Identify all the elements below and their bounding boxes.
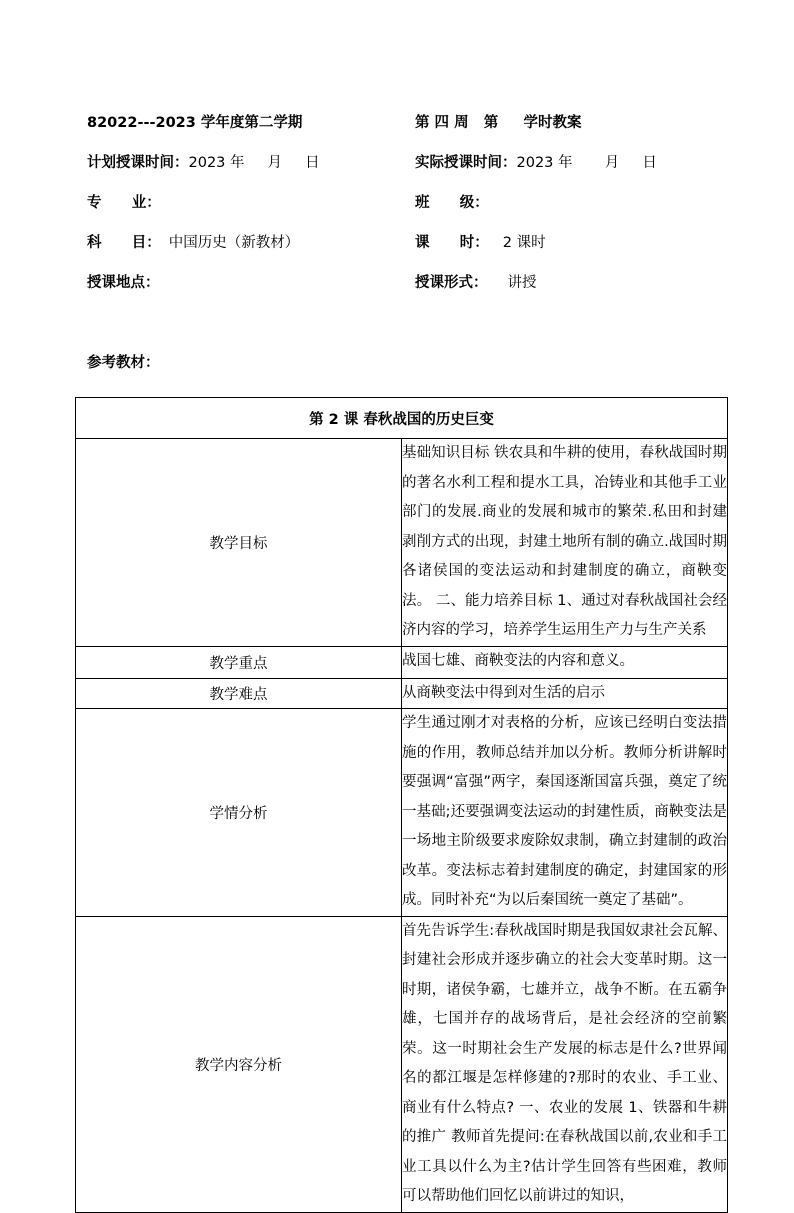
hours-label: 课 时： (415, 235, 489, 251)
table-row (76, 916, 728, 1212)
week-heading: 第 四 周 第 学时教案 (415, 115, 582, 131)
class-label: 班 级： (415, 195, 489, 211)
reference-label: 参考教材： (87, 355, 160, 371)
row-content-objectives: 基础知识目标 铁农具和牛耕的使用，春秋战国时期的著名水利工程和提水工具，冶铸业和其他手工业部门的发展.商业的发展和城市的繁荣.私田和封建剥削方式的出现，封建土地所有制的确立.战国时期各诸侯国的变法运动和封建制度的确立，商鞅变法。 二、能力培养目标 1、通过对春秋战国社会经济内容的学习，培养学生运用生产力与生产关系 (402, 439, 728, 647)
row-label-content-analysis: 教学内容分析 (76, 916, 402, 1212)
row-content-difficulties: 从商鞅变法中得到对生活的启示 (402, 678, 728, 709)
hours-value: 2 课时 (502, 235, 546, 251)
row-label-student-analysis: 学情分析 (76, 709, 402, 917)
table-row (76, 678, 728, 709)
table-row (76, 646, 728, 678)
table-row (76, 439, 728, 647)
major-label: 专 业： (87, 195, 161, 211)
actual-time-value: 2023 年 月 日 (516, 155, 657, 171)
subject-value: 中国历史（新教材） (168, 235, 300, 251)
planned-time (87, 153, 320, 173)
form-value: 讲授 (507, 275, 537, 291)
row-content-student-analysis: 学生通过刚才对表格的分析，应该已经明白变法措施的作用，教师总结并加以分析。教师分析讲解时要强调“富强”两字，秦国逐渐国富兵强，奠定了统一基础;还要强调变法运动的封建性质，商鞅变法是一场地主阶级要求废除奴隶制，确立封建制的政治改革。变法标志着封建制度的确定，封建国家的形成。同时补充“为以后秦国统一奠定了基础”。 (402, 709, 728, 917)
row-content-content-analysis: 首先告诉学生:春秋战国时期是我国奴隶社会瓦解、封建社会形成并逐步确立的社会大变革时期。这一时期，诸侯争霸，七雄并立，战争不断。在五霸争雄，七国并存的战场背后，是社会经济的空前繁荣。这一时期社会生产发展的标志是什么?世界闻名的都江堰是怎样修建的?那时的农业、手工业、商业有什么特点? 一、农业的发展 1、铁器和牛耕的推广 教师首先提问:在春秋战国以前,农业和手工业工具以什么为主?估计学生回答有些困难，教师可以帮助他们回忆以前讲过的知识， (402, 916, 728, 1212)
lesson-plan-table (75, 397, 728, 1213)
row-label-key-points: 教学重点 (76, 646, 402, 678)
row-content-key-points: 战国七雄、商鞅变法的内容和意义。 (402, 646, 728, 678)
row-label-difficulties: 教学难点 (76, 678, 402, 709)
actual-time (415, 153, 657, 173)
planned-time-label: 计划授课时间： (87, 155, 189, 171)
planned-time-value: 2023 年 月 日 (188, 155, 320, 171)
term-heading: 82022---2023 学年度第二学期 (87, 115, 303, 131)
form-label: 授课形式： (415, 275, 488, 291)
row-label-objectives: 教学目标 (76, 439, 402, 647)
table-row (76, 398, 728, 439)
subject (87, 233, 299, 253)
table-row (76, 709, 728, 917)
form (415, 273, 537, 293)
subject-label: 科 目： (87, 235, 161, 251)
actual-time-label: 实际授课时间： (415, 155, 517, 171)
location-label: 授课地点： (87, 275, 160, 291)
lesson-title: 第 2 课 春秋战国的历史巨变 (76, 398, 728, 439)
hours (415, 233, 546, 253)
